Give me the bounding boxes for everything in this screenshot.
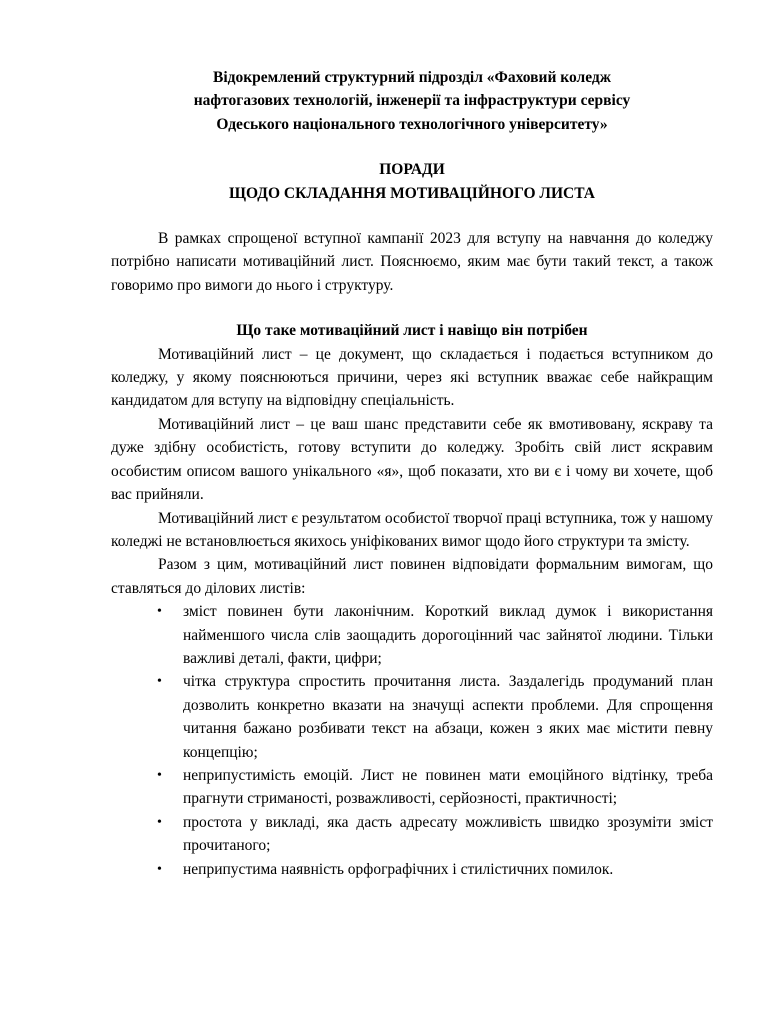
body-paragraph: Мотиваційний лист – це документ, що складається і подається вступником до коледжу, у якому пояснюються причини, через які вступник вважає себе найкращим кандидатом для вступу на відповідну спеціальність. <box>111 345 713 410</box>
requirements-list <box>111 600 713 881</box>
body-paragraph: Разом з цим, мотиваційний лист повинен відповідати формальним вимогам, що ставляться до ділових листів: <box>111 556 713 597</box>
header-line-1: Відокремлений структурний підрозділ «Фаховий коледж <box>213 69 611 86</box>
list-item-text: неприпустима наявність орфографічних і стилістичних помилок. <box>183 860 614 878</box>
list-item <box>111 858 713 881</box>
section-heading: Що таке мотиваційний лист і навіщо він потрібен <box>236 322 588 340</box>
bullet-icon: • <box>157 767 162 783</box>
intro-paragraph: В рамках спрощеної вступної кампанії 2023 для вступу на навчання до коледжу потрібно написати мотиваційний лист. Пояснюємо, яким має бути такий текст, а також говоримо про вимоги до нього і структуру. <box>111 230 713 294</box>
list-item-text: неприпустимість емоцій. Лист не повинен мати емоційного відтінку, треба прагнути стриманості, розважливості, серйозності, практичності; <box>183 766 713 808</box>
document-title <box>111 158 713 205</box>
body-paragraph: Мотиваційний лист є результатом особистої творчої праці вступника, тож у нашому коледжі не встановлюється якихось уніфікованих вимог щодо його структури та змісту. <box>111 509 713 550</box>
body-paragraph: Мотиваційний лист – це ваш шанс представити себе як вмотивовану, яскраву та дуже здібну особистість, готову вступити до коледжу. Зробіть свій лист яскравим особистим описом вашого унікального «я», щоб показати, хто ви є і чому ви хочете, щоб вас прийняли. <box>111 415 713 504</box>
list-item <box>111 600 713 670</box>
header-line-3: Одеського національного технологічного університету» <box>216 115 608 133</box>
list-item <box>111 670 713 764</box>
list-item-text: зміст повинен бути лаконічним. Короткий виклад думок і використання найменшого числа слів заощадить дорогоцінний час зайнятої людини. Тільки важливі деталі, факти, цифри; <box>183 603 713 667</box>
bullet-icon: • <box>157 674 162 690</box>
bullet-icon: • <box>157 814 162 830</box>
list-item <box>111 811 713 858</box>
title-line-2: ЩОДО СКЛАДАННЯ МОТИВАЦІЙНОГО ЛИСТА <box>229 184 595 202</box>
bullet-icon: • <box>157 604 162 620</box>
title-line-1: ПОРАДИ <box>379 161 445 179</box>
institution-header <box>111 66 713 136</box>
list-item-text: простота у викладі, яка дасть адресату можливість швидко зрозуміти зміст прочитаного; <box>183 813 713 855</box>
list-item-text: чітка структура спростить прочитання листа. Заздалегідь продуманий план дозволить конкретно вказати на значущі аспекти проблеми. Для спрощення читання бажано розбивати текст на абзаци, кожен з яких має містити певну концепцію; <box>183 673 713 761</box>
header-line-2: нафтогазових технологій, інженерії та інфраструктури сервісу <box>193 92 631 110</box>
bullet-icon: • <box>157 861 162 877</box>
list-item <box>111 764 713 811</box>
